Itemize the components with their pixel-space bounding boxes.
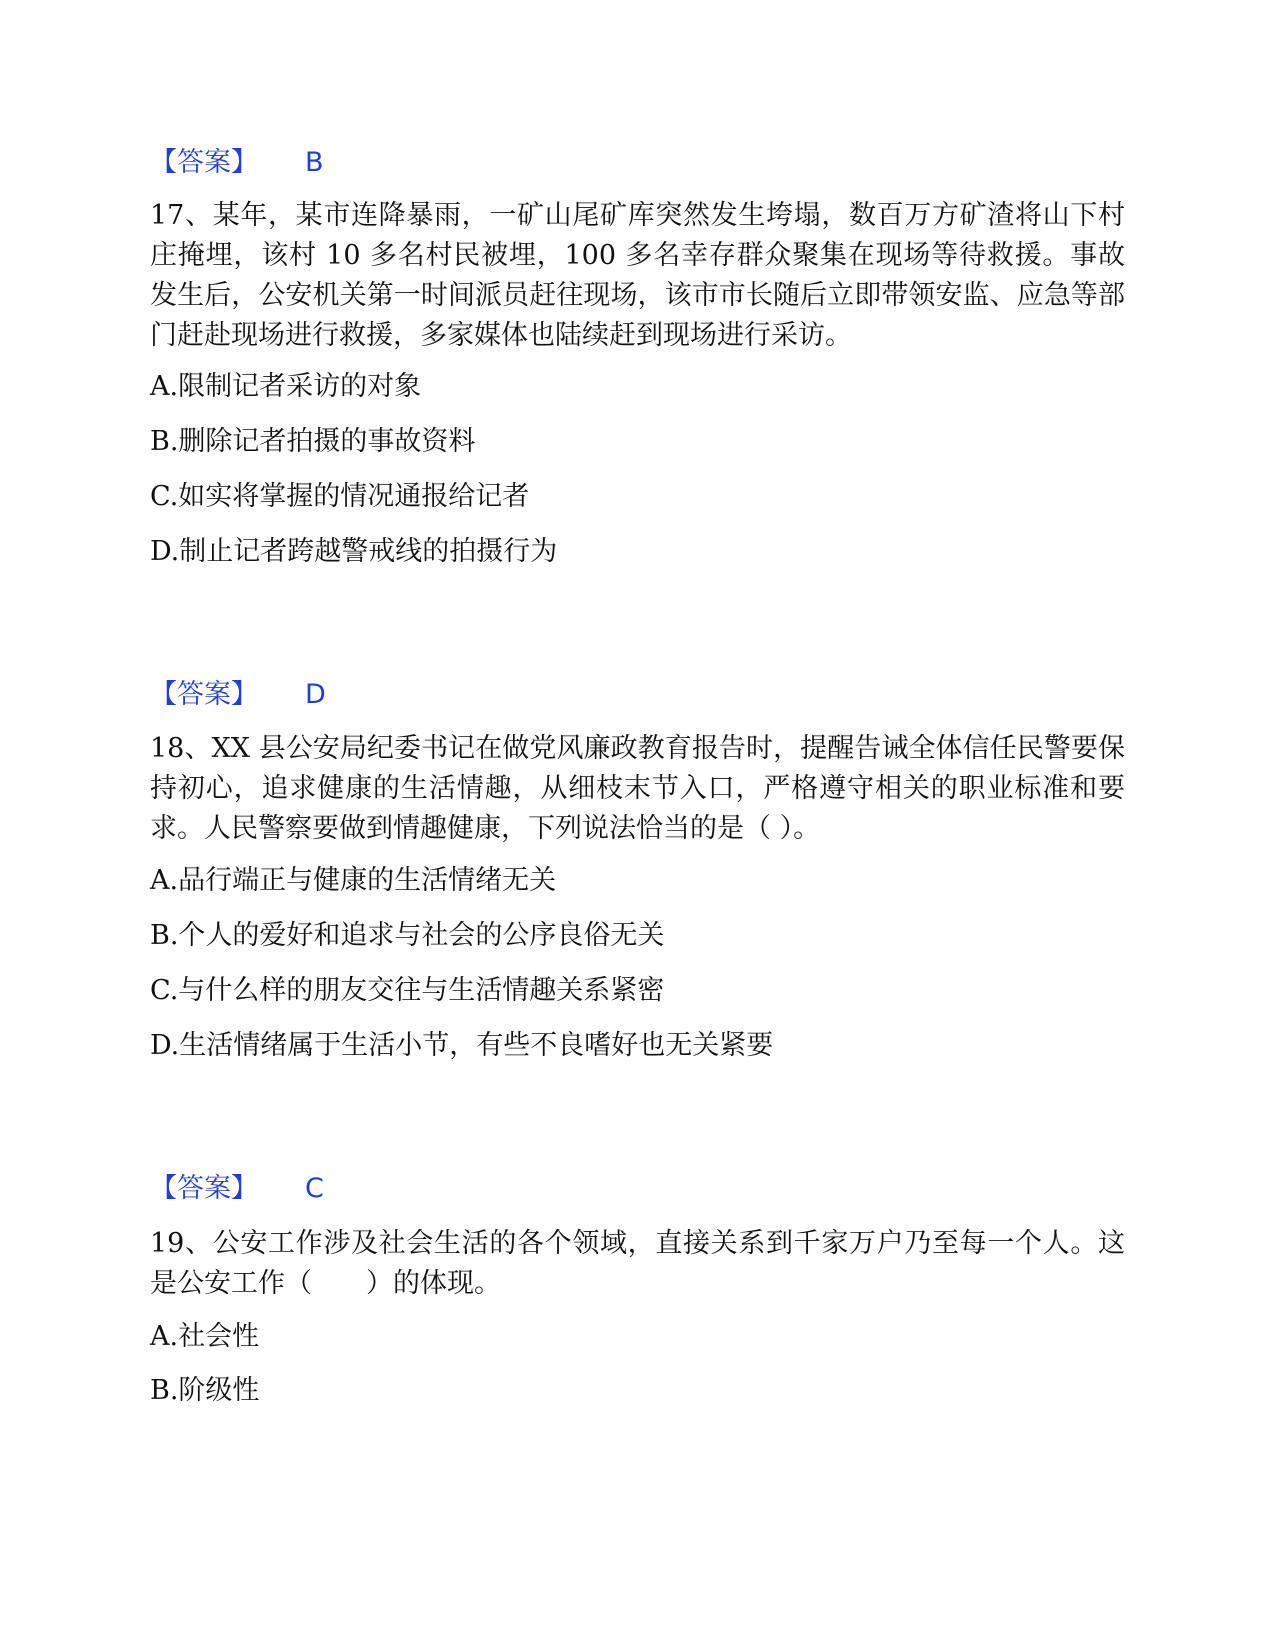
option-a: A.社会性 — [150, 1321, 260, 1352]
answer-value: B — [305, 147, 324, 178]
option-c: C.与什么样的朋友交往与生活情趣关系紧密 — [150, 975, 665, 1006]
option-b: B.删除记者拍摄的事故资料 — [150, 426, 476, 457]
answer-label: 【答案】 — [150, 679, 258, 710]
answer-row — [150, 675, 326, 715]
answer-value: C — [305, 1173, 324, 1204]
answer-label: 【答案】 — [150, 147, 258, 178]
option-a: A.品行端正与健康的生活情绪无关 — [150, 865, 557, 896]
option-c: C.如实将掌握的情况通报给记者 — [150, 481, 530, 512]
option-b: B.个人的爱好和追求与社会的公序良俗无关 — [150, 920, 665, 951]
answer-row — [150, 143, 324, 183]
option-b: B.阶级性 — [150, 1375, 260, 1406]
answer-row — [150, 1169, 324, 1209]
option-a: A.限制记者采访的对象 — [150, 371, 422, 402]
question-text: 18、XX 县公安局纪委书记在做党风廉政教育报告时，提醒告诫全体信任民警要保持初心，追求健康的生活情趣，从细枝末节入口，严格遵守相关的职业标准和要求。人民警察要做到情趣健康，下列说法恰当的是（ ）。 — [150, 733, 1125, 844]
question-text: 19、公安工作涉及社会生活的各个领域，直接关系到千家万户乃至每一个人。这是公安工作（ ）的体现。 — [150, 1228, 1125, 1299]
answer-value: D — [305, 679, 326, 710]
question-text: 17、某年，某市连降暴雨，一矿山尾矿库突然发生垮塌，数百万方矿渣将山下村庄掩埋，该村 10 多名村民被埋，100 多名幸存群众聚集在现场等待救援。事故发生后，公安机关第一时间派员赶往现场，该市市长随后立即带领安监、应急等部门赶赴现场进行救援，多家媒体也陆续赶到现场进行采访。 — [150, 200, 1125, 351]
answer-label: 【答案】 — [150, 1173, 258, 1204]
option-d: D.生活情绪属于生活小节，有些不良嗜好也无关紧要 — [150, 1030, 774, 1061]
option-d: D.制止记者跨越警戒线的拍摄行为 — [150, 536, 558, 567]
